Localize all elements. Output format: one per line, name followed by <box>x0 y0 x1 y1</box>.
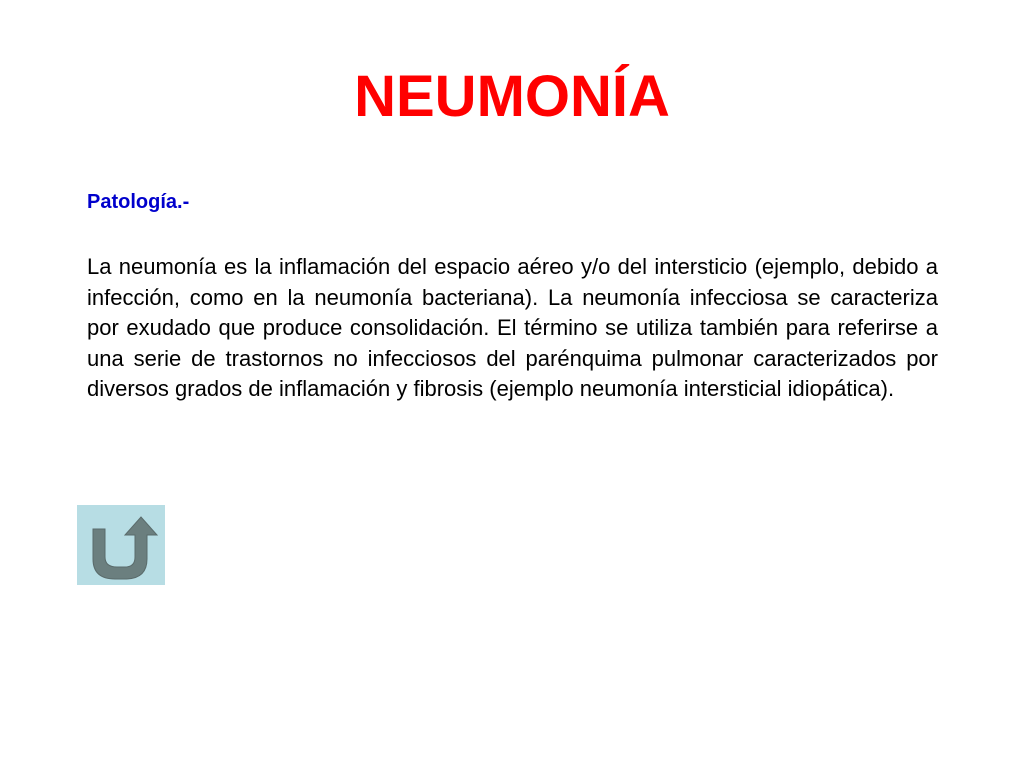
section-heading: Patología.- <box>87 191 190 213</box>
body-paragraph: La neumonía es la inflamación del espacio aéreo y/o del intersticio (ejemplo, debido a infección, como en la neumonía bacteriana). La neumonía infecciosa se caracteriza por exudado que produce consolidación. El término se utiliza también para referirse a una serie de trastornos no infecciosos del parénquima pulmonar caracterizados por diversos grados de inflamación y fibrosis (ejemplo neumonía intersticial idiopática). <box>87 254 938 401</box>
slide-title: NEUMONÍA <box>354 64 670 129</box>
return-button[interactable] <box>77 505 165 585</box>
u-turn-return-arrow-icon <box>77 505 165 585</box>
